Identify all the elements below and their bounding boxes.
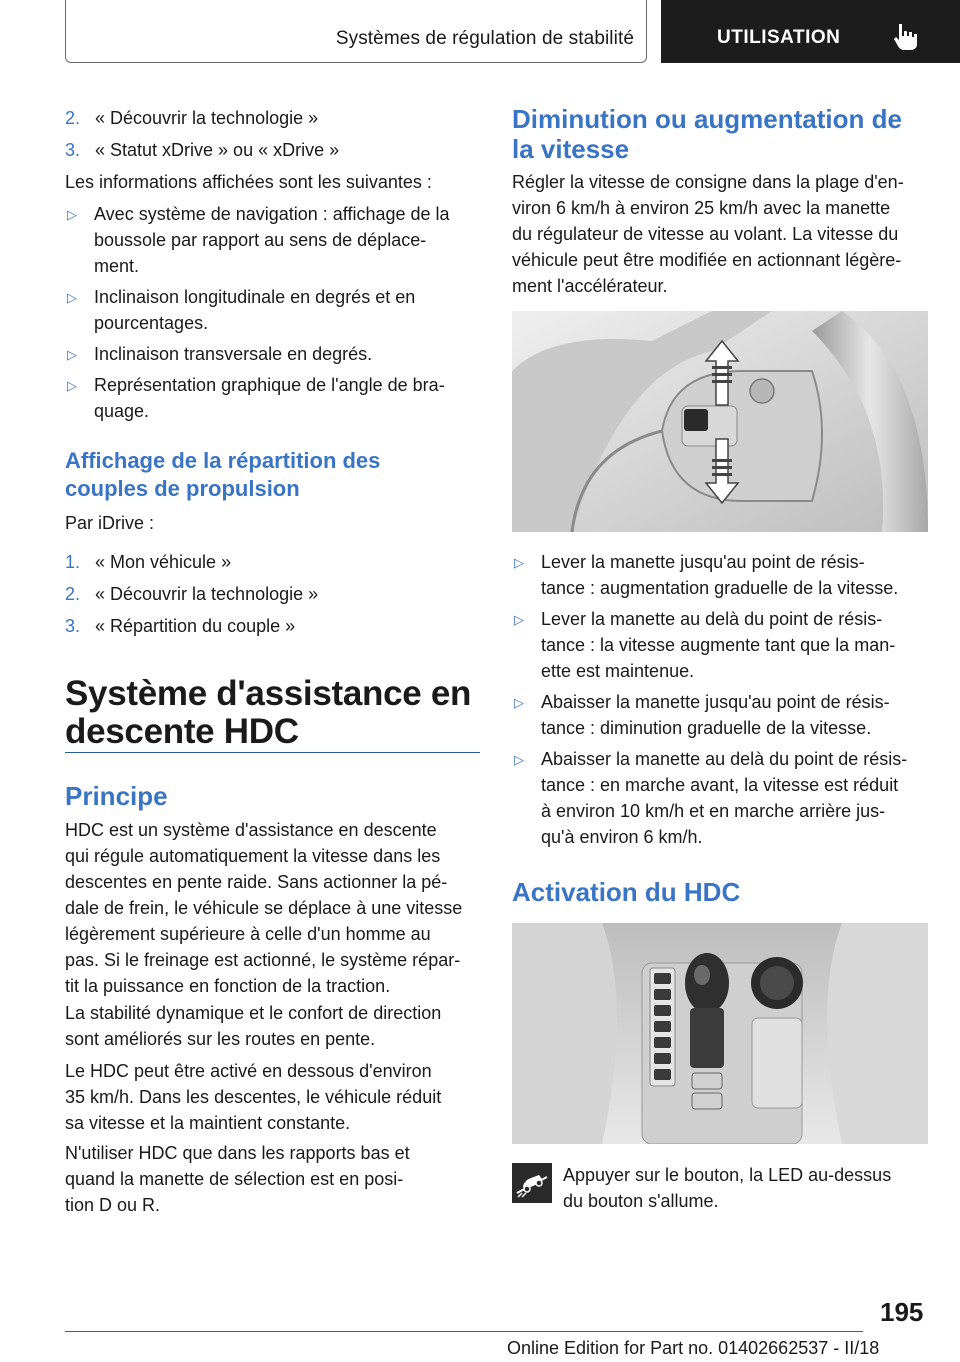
text-line: 35 km/h. Dans les descentes, le véhicule réduit [65,1087,442,1107]
bullet-line: qu'à environ 6 km/h. [541,827,703,847]
principe-paragraph [65,817,485,999]
principe-heading: Principe [65,781,168,811]
bullet-line: tance : la vitesse augmente tant que la man- [541,635,896,655]
list-number: 3. [65,140,81,160]
list-number: 2. [65,108,81,128]
text-line: légèrement supérieure à celle d'un homme au [65,924,431,944]
button-note-line: du bouton s'allume. [563,1191,719,1211]
list-item-text: « Répartition du couple » [95,616,296,636]
bullet-line: Lever la manette jusqu'au point de résis- [541,552,865,572]
bullet-line: ment. [94,256,140,276]
bullet-line: Représentation graphique de l'angle de bra- [94,375,445,395]
text-line: HDC est un système d'assistance en descente [65,820,437,840]
subsection-heading: Affichage de la répartition des [65,448,381,473]
text-line: tion D ou R. [65,1195,161,1215]
list-item [65,137,80,163]
bullet-line: tance : diminution graduelle de la vitesse. [541,718,872,738]
bullet-line: tance : en marche avant, la vitesse est réduit [541,775,899,795]
bullet-line: ette est maintenue. [541,661,695,681]
main-heading: Système d'assistance en [65,674,472,713]
button-note-line: Appuyer sur le bouton, la LED au-dessus [563,1165,892,1185]
list-item [65,105,80,131]
header-frame [65,0,647,63]
par-idrive: Par iDrive : [65,513,155,533]
list-number: 2. [65,584,81,604]
page-number: 195 [880,1297,924,1327]
list-number: 3. [65,616,81,636]
steering-wheel-photo [512,311,928,532]
text-line: sont améliorés sur les routes en pente. [65,1029,376,1049]
text-line: N'utiliser HDC que dans les rapports bas et [65,1143,410,1163]
stability-paragraph [65,1000,485,1052]
hdc-activation-heading: Activation du HDC [512,877,741,907]
bullet-line: Inclinaison longitudinale en degrés et en [94,287,416,307]
footer-rule [65,1331,863,1332]
text-line: quand la manette de sélection est en posi- [65,1169,404,1189]
list-item-text: « Découvrir la technologie » [95,108,319,128]
bullet-line: boussole par rapport au sens de déplace- [94,230,427,250]
chapter-tab[interactable] [661,0,960,63]
text-line: Le HDC peut être activé en dessous d'environ [65,1061,432,1081]
bullet-line: Lever la manette au delà du point de résis- [541,609,883,629]
text-line: pas. Si le freinage est actionné, le système répar- [65,950,461,970]
list-item [65,581,80,607]
text-line: viron 6 km/h à environ 25 km/h avec la manette [512,198,891,218]
text-line: du régulateur de vitesse au volant. La vitesse du [512,224,899,244]
list-item [65,549,80,575]
list-item-text: « Statut xDrive » ou « xDrive » [95,140,340,160]
bullet-triangle-icon: ▷ [67,207,77,222]
bullet-line: Inclinaison transversale en degrés. [94,344,373,364]
bullet-line: Avec système de navigation : affichage de la [94,204,450,224]
bullet-triangle-icon: ▷ [514,612,524,627]
list-item-text: « Mon véhicule » [95,552,232,572]
bullet-triangle-icon: ▷ [514,752,524,767]
hdc-car-slope-icon [512,1163,552,1203]
bullet-triangle-icon: ▷ [67,378,77,393]
bullet-line: quage. [94,401,150,421]
text-line: descentes en pente raide. Sans actionner la pé- [65,872,448,892]
bullet-triangle-icon: ▷ [67,290,77,305]
speed-intro [512,169,932,299]
hand-pointer-icon [893,22,921,52]
chapter-tab-label: UTILISATION [717,27,841,48]
subsection-heading: couples de propulsion [65,476,300,501]
text-line: tit la puissance en fonction de la traction. [65,976,391,996]
info-intro: Les informations affichées sont les suivantes : [65,172,432,192]
list-item-text: « Découvrir la technologie » [95,584,319,604]
text-line: La stabilité dynamique et le confort de direction [65,1003,442,1023]
list-item [65,613,80,639]
heading-rule [65,752,480,753]
bullet-line: Abaisser la manette au delà du point de résis- [541,749,908,769]
bullet-triangle-icon: ▷ [514,695,524,710]
text-line: véhicule peut être modifiée en actionnant légère- [512,250,902,270]
main-heading: descente HDC [65,712,299,751]
text-line: Régler la vitesse de consigne dans la plage d'en- [512,172,904,192]
usage-paragraph [65,1140,485,1218]
center-console-photo [512,923,928,1144]
text-line: qui régule automatiquement la vitesse dans les [65,846,441,866]
bullet-line: à environ 10 km/h et en marche arrière jus- [541,801,886,821]
text-line: dale de frein, le véhicule se déplace à une vitesse [65,898,463,918]
activation-paragraph [65,1058,485,1136]
list-number: 1. [65,552,81,572]
speed-heading: Diminution ou augmentation de [512,104,902,134]
text-line: ment l'accélérateur. [512,276,668,296]
bullet-line: pourcentages. [94,313,209,333]
bullet-line: Abaisser la manette jusqu'au point de résis- [541,692,890,712]
speed-heading: la vitesse [512,134,630,164]
bullet-line: tance : augmentation graduelle de la vitesse. [541,578,899,598]
bullet-triangle-icon: ▷ [67,347,77,362]
text-line: sa vitesse et la maintient constante. [65,1113,351,1133]
bullet-triangle-icon: ▷ [514,555,524,570]
footer-edition: Online Edition for Part no. 01402662537 - II/18 [507,1338,880,1358]
section-title: Systèmes de régulation de stabilité [335,28,634,49]
